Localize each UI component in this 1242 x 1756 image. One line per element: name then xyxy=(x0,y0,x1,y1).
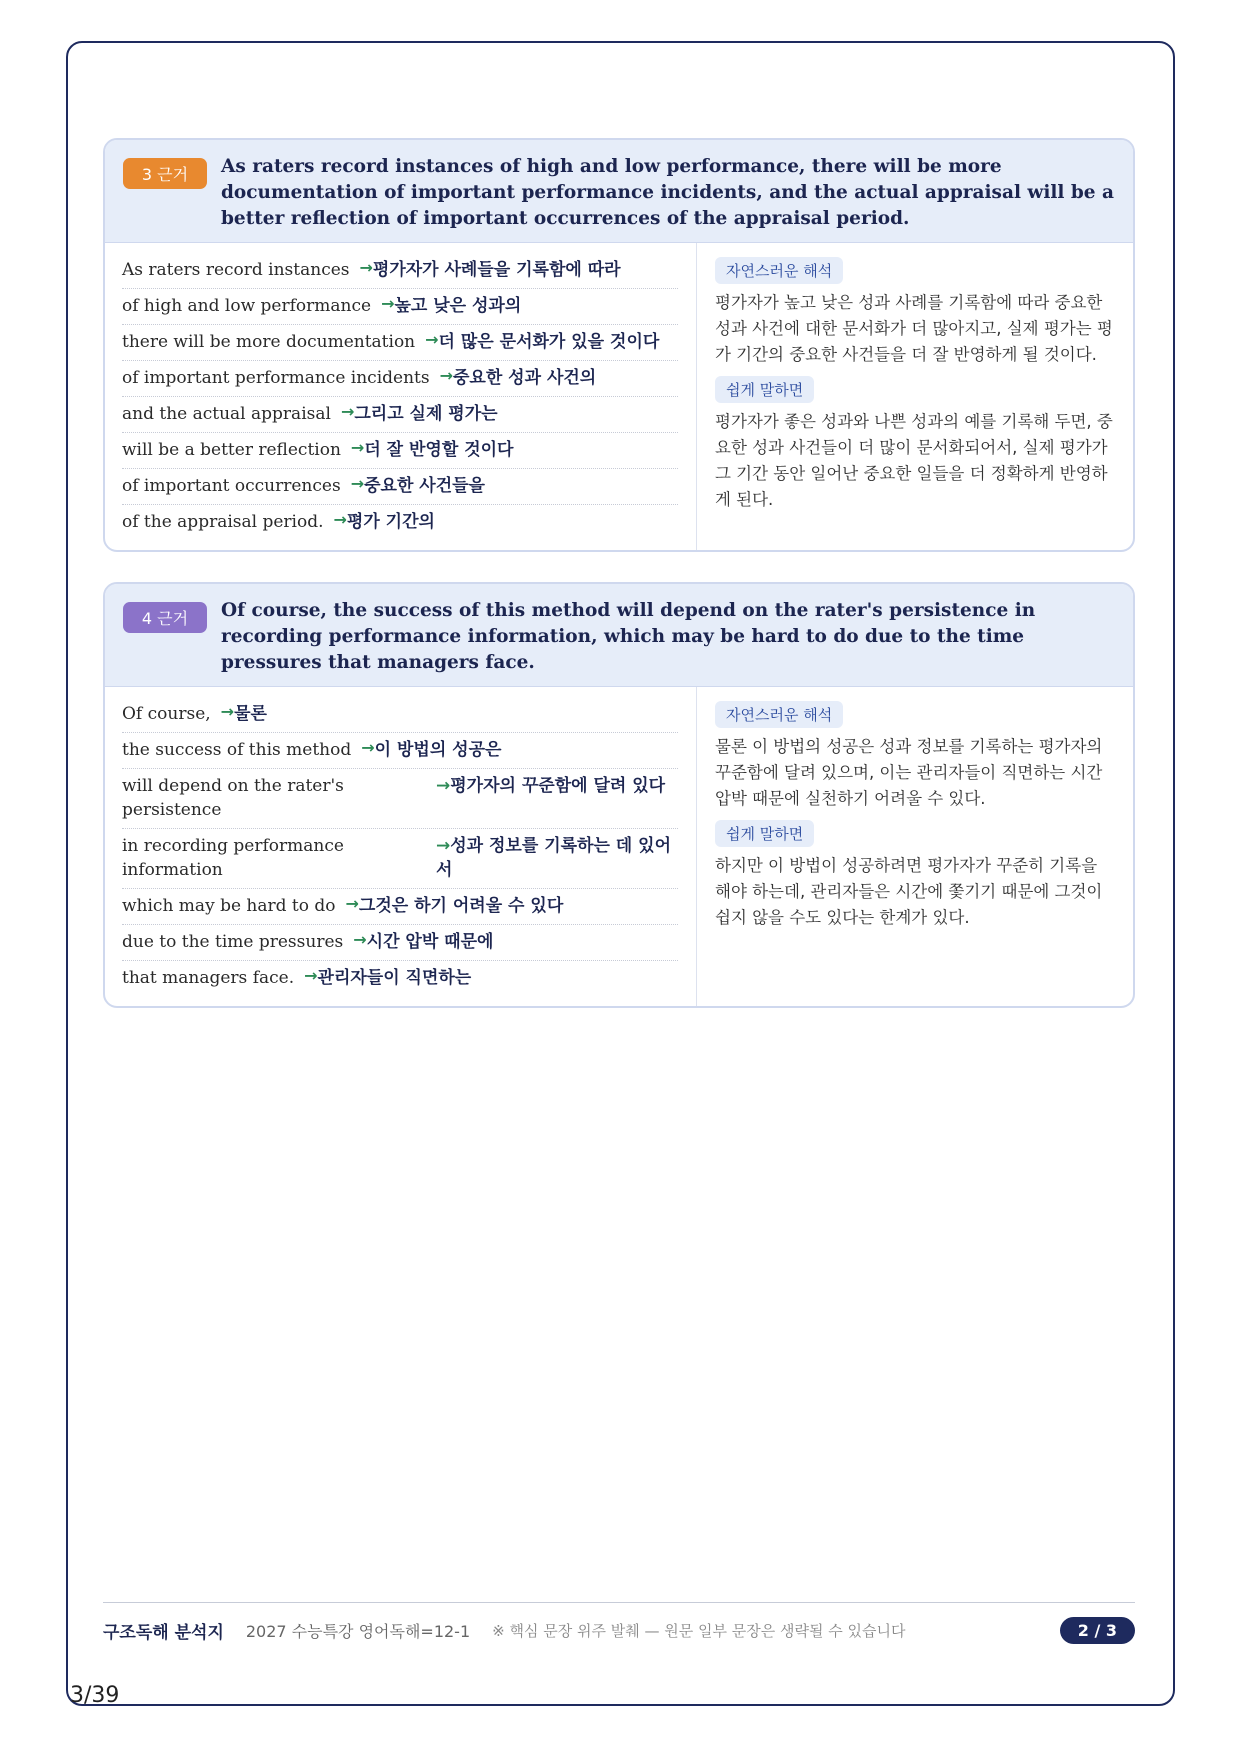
chunk-korean: 이 방법의 성공은 xyxy=(374,740,502,760)
chunk-row xyxy=(122,889,678,925)
chunk-row xyxy=(122,253,678,289)
translation-panel xyxy=(697,687,1133,1006)
chunk-english: of important performance incidents xyxy=(122,368,430,388)
arrow-icon: → xyxy=(220,702,235,721)
chunk-korean: 그리고 실제 평가는 xyxy=(354,404,498,424)
chunk-row xyxy=(122,829,678,889)
natural-translation-tag: 자연스러운 해석 xyxy=(715,701,843,728)
chunk-korean: 성과 정보를 기록하는 데 있어서 xyxy=(436,836,671,880)
arrow-icon: → xyxy=(333,510,347,529)
chunk-english: of the appraisal period. xyxy=(122,512,324,532)
natural-translation-tag: 자연스러운 해석 xyxy=(715,257,843,284)
chunk-row xyxy=(122,505,678,540)
chunk-korean: 더 많은 문서화가 있을 것이다 xyxy=(438,332,660,352)
chunk-row xyxy=(122,433,678,469)
chunk-row xyxy=(122,361,678,397)
chunk-english: due to the time pressures xyxy=(122,932,344,952)
chunk-english: that managers face. xyxy=(122,968,295,988)
arrow-icon: → xyxy=(439,366,453,385)
chunk-english: Of course, xyxy=(122,704,211,724)
translation-panel xyxy=(697,243,1133,550)
arrow-icon: → xyxy=(340,402,355,421)
chunk-list xyxy=(105,687,697,1006)
chunk-korean: 물론 xyxy=(234,704,267,724)
card-header xyxy=(105,584,1133,687)
evidence-badge: 4 근거 xyxy=(123,602,207,633)
chunk-korean: 평가자의 꾸준함에 달려 있다 xyxy=(450,776,666,796)
chunk-korean: 중요한 성과 사건의 xyxy=(453,368,597,388)
arrow-icon: → xyxy=(436,776,451,796)
chunk-english: As raters record instances xyxy=(122,260,350,280)
arrow-icon: → xyxy=(350,438,365,457)
arrow-icon: → xyxy=(345,894,359,913)
natural-translation-text: 평가자가 높고 낮은 성과 사례를 기록함에 따라 중요한 성과 사건에 대한 문서화가 더 많아지고, 실제 평가는 평가 기간의 중요한 사건들을 더 잘 반영하게 될 것이다. xyxy=(715,293,1113,364)
footer-divider xyxy=(103,1602,1135,1603)
chunk-list xyxy=(105,243,697,550)
arrow-icon: → xyxy=(361,738,375,757)
chunk-row xyxy=(122,397,678,433)
chunk-row xyxy=(122,697,678,733)
easy-explanation-tag: 쉽게 말하면 xyxy=(715,820,814,847)
natural-translation-text: 물론 이 방법의 성공은 성과 정보를 기록하는 평가자의 꾸준함에 달려 있으며, 이는 관리자들이 직면하는 시간 압박 때문에 실천하기 어려울 수 있다. xyxy=(715,737,1103,808)
footer-subtitle: 2027 수능특강 영어독해=12-1 xyxy=(245,1622,471,1641)
chunk-korean: 더 잘 반영할 것이다 xyxy=(364,440,514,460)
arrow-icon: → xyxy=(425,330,439,349)
footer-note: ※ 핵심 문장 위주 발췌 — 원문 일부 문장은 생략될 수 있습니다 xyxy=(492,1622,906,1640)
chunk-korean: 중요한 사건들을 xyxy=(364,476,485,496)
chunk-row xyxy=(122,925,678,961)
footer xyxy=(103,1617,1135,1644)
chunk-english: will be a better reflection xyxy=(122,440,341,460)
chunk-row xyxy=(122,325,678,361)
chunk-english: will depend on the rater's persistence xyxy=(122,776,344,820)
chunk-korean: 시간 압박 때문에 xyxy=(366,932,494,952)
easy-explanation-text: 평가자가 좋은 성과와 나쁜 성과의 예를 기록해 두면, 중요한 성과 사건들이 더 많이 문서화되어서, 실제 평가가 그 기간 동안 일어난 중요한 일들을 더 정확하게 반영하게 된다. xyxy=(715,412,1113,509)
chunk-english: of important occurrences xyxy=(122,476,341,496)
page-counter: 3/39 xyxy=(70,1683,120,1708)
arrow-icon: → xyxy=(359,258,373,277)
chunk-korean: 평가 기간의 xyxy=(346,512,435,532)
chunk-english: in recording performance information xyxy=(122,836,344,880)
sentence-card-3 xyxy=(103,138,1135,552)
arrow-icon: → xyxy=(353,930,367,949)
chunk-row xyxy=(122,289,678,325)
chunk-korean: 관리자들이 직면하는 xyxy=(317,968,472,988)
sentence-heading: As raters record instances of high and low performance, there will be more documentation of important performance incidents, and the actual appraisal will be a better reflection of important occurrences of the appraisal period. xyxy=(221,156,1115,229)
sentence-heading: Of course, the success of this method will depend on the rater's persistence in recording performance information, which may be hard to do due to the time pressures that managers face. xyxy=(221,600,1036,673)
chunk-english: the success of this method xyxy=(122,740,352,760)
chunk-english: which may be hard to do xyxy=(122,896,336,916)
chunk-korean: 그것은 하기 어려울 수 있다 xyxy=(358,896,564,916)
chunk-english: and the actual appraisal xyxy=(122,404,331,424)
easy-explanation-tag: 쉽게 말하면 xyxy=(715,376,814,403)
sentence-card-4 xyxy=(103,582,1135,1008)
chunk-row xyxy=(122,469,678,505)
chunk-row xyxy=(122,733,678,769)
chunk-korean: 높고 낮은 성과의 xyxy=(394,296,522,316)
arrow-icon: → xyxy=(381,294,395,313)
card-header xyxy=(105,140,1133,243)
arrow-icon: → xyxy=(436,836,451,856)
chunk-row xyxy=(122,769,678,829)
chunk-korean: 평가자가 사례들을 기록함에 따라 xyxy=(372,260,621,280)
easy-explanation-text: 하지만 이 방법이 성공하려면 평가자가 꾸준히 기록을 해야 하는데, 관리자들은 시간에 쫓기기 때문에 그것이 쉽지 않을 수도 있다는 한계가 있다. xyxy=(715,856,1103,927)
footer-title: 구조독해 분석지 xyxy=(103,1623,224,1643)
page-indicator: 2 / 3 xyxy=(1060,1617,1135,1644)
chunk-english: there will be more documentation xyxy=(122,332,416,352)
arrow-icon: → xyxy=(350,474,365,493)
evidence-badge: 3 근거 xyxy=(123,158,207,189)
chunk-english: of high and low performance xyxy=(122,296,372,316)
chunk-row xyxy=(122,961,678,996)
arrow-icon: → xyxy=(304,966,318,985)
